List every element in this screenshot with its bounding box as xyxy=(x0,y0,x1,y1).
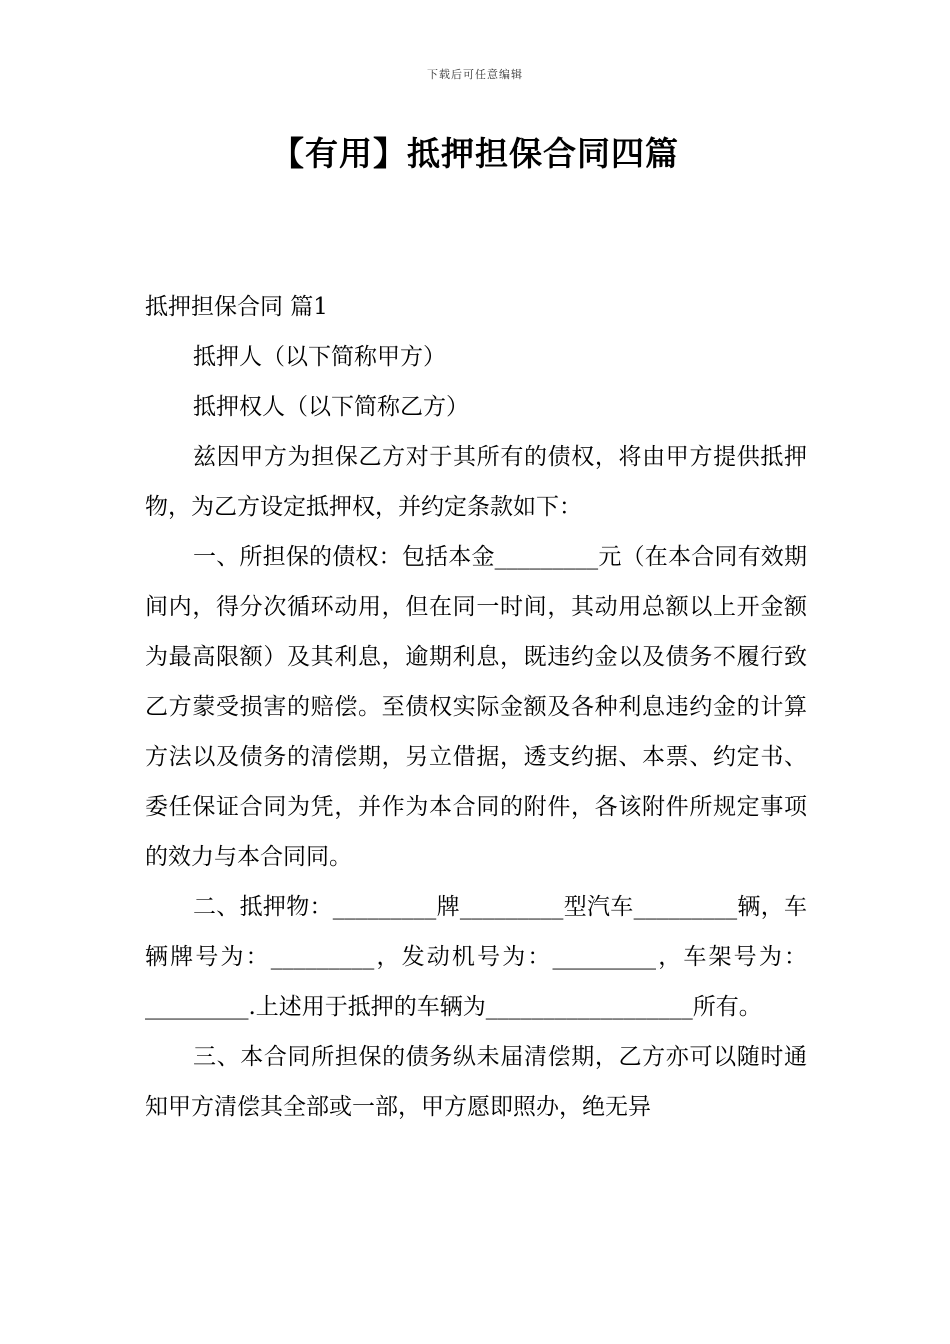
document-body xyxy=(145,282,807,1132)
paragraph-mortgagor: 抵押人（以下简称甲方） xyxy=(193,344,446,370)
paragraph-preamble: 兹因甲方为担保乙方对于其所有的债权，将由甲方提供抵押物，为乙方设定抵押权，并约定条款如下： xyxy=(145,444,807,520)
paragraph-clause-2: 二、抵押物：_________牌_________型汽车_________辆，车辆牌号为：_________，发动机号为：_________，车架号为：_________.上述用于抵押的车辆为__________________所有。 xyxy=(145,894,807,1020)
header-note: 下载后可任意编辑 xyxy=(427,68,523,81)
document-title: 【有用】抵押担保合同四篇 xyxy=(271,134,679,173)
paragraph-clause-1: 一、所担保的债权：包括本金_________元（在本合同有效期间内，得分次循环动用，但在同一时间，其动用总额以上开金额为最高限额）及其利息，逾期利息，既违约金以及债务不履行致乙方蒙受损害的赔偿。至债权实际金额及各种利息违约金的计算方法以及债务的清偿期，另立借据，透支约据、本票、约定书、委任保证合同为凭，并作为本合同的附件，各该附件所规定事项的效力与本合同同。 xyxy=(145,544,807,870)
section-heading: 抵押担保合同 篇1 xyxy=(145,294,328,320)
paragraph-clause-3: 三、本合同所担保的债务纵未届清偿期，乙方亦可以随时通知甲方清偿其全部或一部，甲方愿即照办，绝无异 xyxy=(145,1044,807,1120)
paragraph-mortgagee: 抵押权人（以下简称乙方） xyxy=(193,394,469,420)
